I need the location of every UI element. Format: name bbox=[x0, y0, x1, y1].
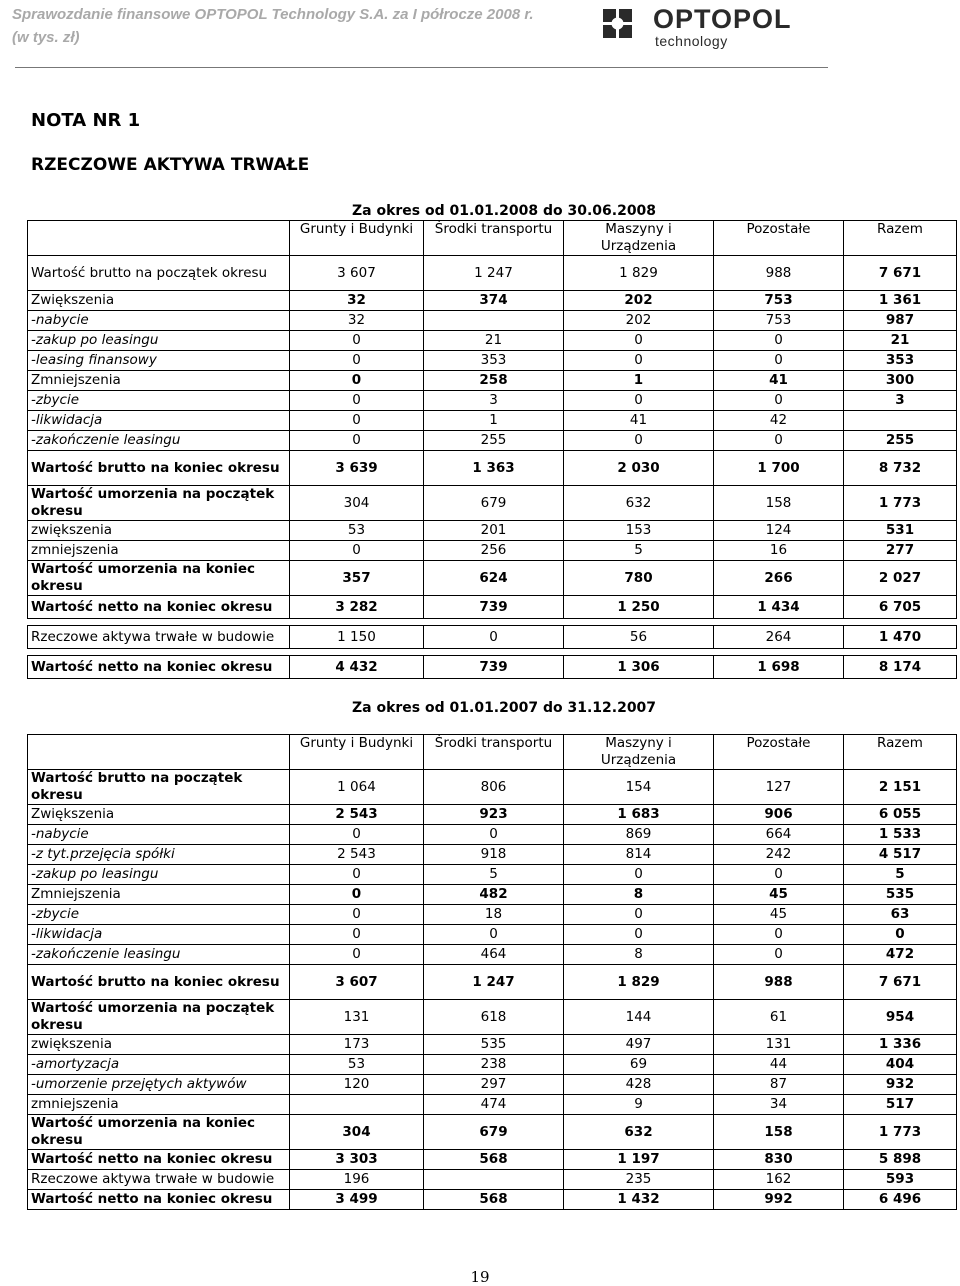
value-cell: 664 bbox=[714, 825, 844, 845]
value-cell: 1 bbox=[564, 371, 714, 391]
value-cell: 5 bbox=[424, 865, 564, 885]
logo-subtitle: technology bbox=[655, 33, 728, 49]
row-label: -zbycie bbox=[28, 391, 290, 411]
value-cell: 61 bbox=[714, 1000, 844, 1035]
row-label: -zakup po leasingu bbox=[28, 865, 290, 885]
value-cell: 988 bbox=[714, 965, 844, 1000]
logo-name: OPTOPOL bbox=[653, 4, 792, 34]
logo-mark-icon bbox=[601, 6, 647, 46]
table-row bbox=[28, 431, 957, 451]
value-cell: 0 bbox=[290, 331, 424, 351]
value-cell: 1 361 bbox=[844, 291, 957, 311]
value-cell: 3 bbox=[844, 391, 957, 411]
value-cell: 739 bbox=[424, 596, 564, 619]
value-cell: 679 bbox=[424, 486, 564, 521]
value-cell: 304 bbox=[290, 1115, 424, 1150]
value-cell: 6 055 bbox=[844, 805, 957, 825]
value-cell: 201 bbox=[424, 521, 564, 541]
value-cell: 2 151 bbox=[844, 770, 957, 805]
value-cell: 1 683 bbox=[564, 805, 714, 825]
table-row bbox=[28, 596, 957, 619]
value-cell: 739 bbox=[424, 656, 564, 679]
table-row bbox=[28, 1035, 957, 1055]
value-cell: 235 bbox=[564, 1170, 714, 1190]
value-cell: 353 bbox=[424, 351, 564, 371]
row-label: Zwiększenia bbox=[28, 805, 290, 825]
value-cell: 632 bbox=[564, 486, 714, 521]
value-cell: 53 bbox=[290, 521, 424, 541]
row-label: Wartość netto na koniec okresu bbox=[28, 1190, 290, 1210]
value-cell: 2 543 bbox=[290, 845, 424, 865]
value-cell: 5 bbox=[844, 865, 957, 885]
value-cell: 0 bbox=[424, 626, 564, 649]
value-cell: 932 bbox=[844, 1075, 957, 1095]
value-cell: 304 bbox=[290, 486, 424, 521]
value-cell: 568 bbox=[424, 1190, 564, 1210]
value-cell: 2 030 bbox=[564, 451, 714, 486]
row-label: Wartość umorzenia na koniec okresu bbox=[28, 1115, 290, 1150]
value-cell: 131 bbox=[290, 1000, 424, 1035]
value-cell: 1 700 bbox=[714, 451, 844, 486]
value-cell: 0 bbox=[290, 431, 424, 451]
table-header-row bbox=[28, 735, 957, 770]
value-cell: 0 bbox=[564, 865, 714, 885]
table-row bbox=[28, 1190, 957, 1210]
row-label: -zakończenie leasingu bbox=[28, 945, 290, 965]
value-cell: 266 bbox=[714, 561, 844, 596]
value-cell: 0 bbox=[564, 905, 714, 925]
value-cell: 8 bbox=[564, 945, 714, 965]
value-cell: 535 bbox=[844, 885, 957, 905]
table1-period: Za okres od 01.01.2008 do 30.06.2008 bbox=[352, 203, 657, 219]
value-cell: 127 bbox=[714, 770, 844, 805]
value-cell: 954 bbox=[844, 1000, 957, 1035]
value-cell: 300 bbox=[844, 371, 957, 391]
value-cell: 679 bbox=[424, 1115, 564, 1150]
value-cell: 923 bbox=[424, 805, 564, 825]
value-cell: 1 306 bbox=[564, 656, 714, 679]
value-cell: 154 bbox=[564, 770, 714, 805]
value-cell: 0 bbox=[424, 825, 564, 845]
report-title: Sprawozdanie finansowe OPTOPOL Technology S.A. za I półrocze 2008 r. bbox=[12, 6, 534, 23]
table-row bbox=[28, 626, 957, 649]
value-cell: 277 bbox=[844, 541, 957, 561]
value-cell: 992 bbox=[714, 1190, 844, 1210]
value-cell: 202 bbox=[564, 291, 714, 311]
value-cell: 632 bbox=[564, 1115, 714, 1150]
table-row bbox=[28, 845, 957, 865]
value-cell: 1 470 bbox=[844, 626, 957, 649]
value-cell: 0 bbox=[564, 351, 714, 371]
value-cell: 7 671 bbox=[844, 965, 957, 1000]
value-cell: 3 639 bbox=[290, 451, 424, 486]
value-cell: 0 bbox=[290, 391, 424, 411]
value-cell: 753 bbox=[714, 291, 844, 311]
value-cell: 45 bbox=[714, 885, 844, 905]
value-cell: 353 bbox=[844, 351, 957, 371]
column-header: Środki transportu bbox=[424, 735, 564, 770]
value-cell: 593 bbox=[844, 1170, 957, 1190]
header-corner bbox=[28, 735, 290, 770]
row-label: Rzeczowe aktywa trwałe w budowie bbox=[28, 626, 290, 649]
value-cell: 56 bbox=[564, 626, 714, 649]
row-label: Wartość brutto na początek okresu bbox=[28, 770, 290, 805]
row-label: -zakup po leasingu bbox=[28, 331, 290, 351]
row-label: Zwiększenia bbox=[28, 291, 290, 311]
row-label: zmniejszenia bbox=[28, 541, 290, 561]
value-cell: 535 bbox=[424, 1035, 564, 1055]
header-divider bbox=[15, 67, 828, 68]
value-cell bbox=[290, 1095, 424, 1115]
value-cell: 5 bbox=[564, 541, 714, 561]
optopol-logo bbox=[601, 6, 801, 50]
header-corner bbox=[28, 221, 290, 256]
value-cell: 918 bbox=[424, 845, 564, 865]
value-cell: 0 bbox=[714, 391, 844, 411]
spacer-cell bbox=[28, 619, 957, 626]
value-cell: 158 bbox=[714, 486, 844, 521]
value-cell: 0 bbox=[290, 541, 424, 561]
table-row bbox=[28, 1000, 957, 1035]
value-cell: 482 bbox=[424, 885, 564, 905]
value-cell: 242 bbox=[714, 845, 844, 865]
value-cell: 0 bbox=[290, 885, 424, 905]
table-row bbox=[28, 541, 957, 561]
value-cell: 8 bbox=[564, 885, 714, 905]
value-cell: 404 bbox=[844, 1055, 957, 1075]
value-cell: 0 bbox=[844, 925, 957, 945]
value-cell: 131 bbox=[714, 1035, 844, 1055]
value-cell: 0 bbox=[564, 391, 714, 411]
column-header: Grunty i Budynki bbox=[290, 221, 424, 256]
row-label: Wartość netto na koniec okresu bbox=[28, 596, 290, 619]
value-cell: 1 773 bbox=[844, 486, 957, 521]
column-header: Pozostałe bbox=[714, 221, 844, 256]
row-label: -likwidacja bbox=[28, 411, 290, 431]
value-cell: 255 bbox=[844, 431, 957, 451]
spacer-row bbox=[28, 649, 957, 656]
value-cell: 906 bbox=[714, 805, 844, 825]
row-label: -leasing finansowy bbox=[28, 351, 290, 371]
value-cell: 814 bbox=[564, 845, 714, 865]
value-cell bbox=[424, 311, 564, 331]
row-label: zwiększenia bbox=[28, 521, 290, 541]
row-label: zmniejszenia bbox=[28, 1095, 290, 1115]
value-cell: 2 027 bbox=[844, 561, 957, 596]
value-cell: 0 bbox=[714, 945, 844, 965]
table-row bbox=[28, 1095, 957, 1115]
value-cell: 497 bbox=[564, 1035, 714, 1055]
table-row bbox=[28, 965, 957, 1000]
value-cell: 1 064 bbox=[290, 770, 424, 805]
row-label: Wartość netto na koniec okresu bbox=[28, 1150, 290, 1170]
column-header: Maszyny i Urządzenia bbox=[564, 735, 714, 770]
column-header: Środki transportu bbox=[424, 221, 564, 256]
value-cell: 256 bbox=[424, 541, 564, 561]
table-row bbox=[28, 1075, 957, 1095]
table-row bbox=[28, 905, 957, 925]
row-label: Zmniejszenia bbox=[28, 371, 290, 391]
value-cell: 41 bbox=[714, 371, 844, 391]
value-cell: 8 732 bbox=[844, 451, 957, 486]
value-cell: 173 bbox=[290, 1035, 424, 1055]
value-cell: 1 150 bbox=[290, 626, 424, 649]
value-cell: 1 533 bbox=[844, 825, 957, 845]
value-cell: 1 247 bbox=[424, 965, 564, 1000]
value-cell: 0 bbox=[290, 905, 424, 925]
value-cell: 0 bbox=[714, 351, 844, 371]
value-cell: 7 671 bbox=[844, 256, 957, 291]
value-cell: 4 432 bbox=[290, 656, 424, 679]
value-cell: 1 250 bbox=[564, 596, 714, 619]
value-cell: 0 bbox=[290, 865, 424, 885]
value-cell: 3 bbox=[424, 391, 564, 411]
value-cell: 1 336 bbox=[844, 1035, 957, 1055]
table-row bbox=[28, 865, 957, 885]
value-cell: 6 705 bbox=[844, 596, 957, 619]
value-cell: 34 bbox=[714, 1095, 844, 1115]
nota-title: NOTA NR 1 bbox=[31, 110, 141, 131]
table-row bbox=[28, 1150, 957, 1170]
table-row bbox=[28, 945, 957, 965]
spacer-row bbox=[28, 619, 957, 626]
value-cell: 255 bbox=[424, 431, 564, 451]
table-row bbox=[28, 486, 957, 521]
column-header: Razem bbox=[844, 221, 957, 256]
value-cell: 0 bbox=[424, 925, 564, 945]
spacer-cell bbox=[28, 649, 957, 656]
value-cell: 45 bbox=[714, 905, 844, 925]
row-label: Wartość netto na koniec okresu bbox=[28, 656, 290, 679]
fixed-assets-table-2008 bbox=[27, 220, 957, 679]
value-cell: 1 829 bbox=[564, 965, 714, 1000]
value-cell: 472 bbox=[844, 945, 957, 965]
value-cell: 2 543 bbox=[290, 805, 424, 825]
table-row bbox=[28, 411, 957, 431]
table-row bbox=[28, 656, 957, 679]
value-cell: 0 bbox=[714, 865, 844, 885]
value-cell: 1 bbox=[424, 411, 564, 431]
row-label: -likwidacja bbox=[28, 925, 290, 945]
value-cell: 517 bbox=[844, 1095, 957, 1115]
value-cell: 196 bbox=[290, 1170, 424, 1190]
value-cell: 568 bbox=[424, 1150, 564, 1170]
value-cell: 0 bbox=[714, 925, 844, 945]
row-label: zwiększenia bbox=[28, 1035, 290, 1055]
row-label: -umorzenie przejętych aktywów bbox=[28, 1075, 290, 1095]
value-cell bbox=[424, 1170, 564, 1190]
value-cell: 0 bbox=[290, 925, 424, 945]
table-row bbox=[28, 451, 957, 486]
value-cell: 0 bbox=[564, 431, 714, 451]
value-cell: 202 bbox=[564, 311, 714, 331]
value-cell: 1 432 bbox=[564, 1190, 714, 1210]
value-cell: 806 bbox=[424, 770, 564, 805]
value-cell: 0 bbox=[564, 331, 714, 351]
value-cell: 374 bbox=[424, 291, 564, 311]
page-number: 19 bbox=[470, 1268, 490, 1286]
table-row bbox=[28, 521, 957, 541]
value-cell: 1 698 bbox=[714, 656, 844, 679]
row-label: Wartość umorzenia na początek okresu bbox=[28, 1000, 290, 1035]
value-cell: 1 829 bbox=[564, 256, 714, 291]
value-cell: 1 773 bbox=[844, 1115, 957, 1150]
value-cell: 3 499 bbox=[290, 1190, 424, 1210]
value-cell: 41 bbox=[564, 411, 714, 431]
value-cell: 0 bbox=[290, 411, 424, 431]
value-cell: 1 247 bbox=[424, 256, 564, 291]
value-cell: 0 bbox=[290, 351, 424, 371]
value-cell: 474 bbox=[424, 1095, 564, 1115]
value-cell: 9 bbox=[564, 1095, 714, 1115]
value-cell: 988 bbox=[714, 256, 844, 291]
table-row bbox=[28, 1170, 957, 1190]
value-cell: 464 bbox=[424, 945, 564, 965]
value-cell: 3 607 bbox=[290, 256, 424, 291]
table-row bbox=[28, 770, 957, 805]
value-cell: 69 bbox=[564, 1055, 714, 1075]
value-cell: 44 bbox=[714, 1055, 844, 1075]
table-row bbox=[28, 351, 957, 371]
value-cell: 53 bbox=[290, 1055, 424, 1075]
value-cell: 830 bbox=[714, 1150, 844, 1170]
value-cell: 6 496 bbox=[844, 1190, 957, 1210]
table-header-row bbox=[28, 221, 957, 256]
column-header: Maszyny i Urządzenia bbox=[564, 221, 714, 256]
value-cell: 8 174 bbox=[844, 656, 957, 679]
table-row bbox=[28, 291, 957, 311]
row-label: -amortyzacja bbox=[28, 1055, 290, 1075]
table-row bbox=[28, 561, 957, 596]
value-cell: 158 bbox=[714, 1115, 844, 1150]
value-cell: 1 363 bbox=[424, 451, 564, 486]
value-cell bbox=[844, 411, 957, 431]
report-unit: (w tys. zł) bbox=[12, 29, 80, 46]
value-cell: 32 bbox=[290, 291, 424, 311]
value-cell: 0 bbox=[714, 431, 844, 451]
report-header bbox=[12, 3, 534, 49]
value-cell: 987 bbox=[844, 311, 957, 331]
table-row bbox=[28, 331, 957, 351]
row-label: -zbycie bbox=[28, 905, 290, 925]
value-cell: 0 bbox=[714, 331, 844, 351]
value-cell: 258 bbox=[424, 371, 564, 391]
row-label: -nabycie bbox=[28, 825, 290, 845]
column-header: Razem bbox=[844, 735, 957, 770]
value-cell: 780 bbox=[564, 561, 714, 596]
value-cell: 144 bbox=[564, 1000, 714, 1035]
table-row bbox=[28, 391, 957, 411]
value-cell: 869 bbox=[564, 825, 714, 845]
table-row bbox=[28, 311, 957, 331]
section-title: RZECZOWE AKTYWA TRWAŁE bbox=[31, 155, 310, 175]
value-cell: 357 bbox=[290, 561, 424, 596]
value-cell: 153 bbox=[564, 521, 714, 541]
table-row bbox=[28, 805, 957, 825]
value-cell: 428 bbox=[564, 1075, 714, 1095]
value-cell: 87 bbox=[714, 1075, 844, 1095]
row-label: Wartość brutto na początek okresu bbox=[28, 256, 290, 291]
value-cell: 297 bbox=[424, 1075, 564, 1095]
value-cell: 531 bbox=[844, 521, 957, 541]
value-cell: 238 bbox=[424, 1055, 564, 1075]
value-cell: 42 bbox=[714, 411, 844, 431]
value-cell: 16 bbox=[714, 541, 844, 561]
value-cell: 264 bbox=[714, 626, 844, 649]
column-header: Grunty i Budynki bbox=[290, 735, 424, 770]
row-label: -zakończenie leasingu bbox=[28, 431, 290, 451]
fixed-assets-table-2007 bbox=[27, 734, 957, 1210]
value-cell: 0 bbox=[290, 825, 424, 845]
value-cell: 5 898 bbox=[844, 1150, 957, 1170]
value-cell: 4 517 bbox=[844, 845, 957, 865]
value-cell: 32 bbox=[290, 311, 424, 331]
row-label: Wartość umorzenia na początek okresu bbox=[28, 486, 290, 521]
value-cell: 21 bbox=[424, 331, 564, 351]
value-cell: 0 bbox=[290, 371, 424, 391]
value-cell: 124 bbox=[714, 521, 844, 541]
value-cell: 618 bbox=[424, 1000, 564, 1035]
value-cell: 753 bbox=[714, 311, 844, 331]
value-cell: 120 bbox=[290, 1075, 424, 1095]
value-cell: 18 bbox=[424, 905, 564, 925]
row-label: -z tyt.przejęcia spółki bbox=[28, 845, 290, 865]
table-row bbox=[28, 256, 957, 291]
row-label: -nabycie bbox=[28, 311, 290, 331]
table-row bbox=[28, 825, 957, 845]
value-cell: 63 bbox=[844, 905, 957, 925]
value-cell: 3 607 bbox=[290, 965, 424, 1000]
row-label: Zmniejszenia bbox=[28, 885, 290, 905]
row-label: Wartość brutto na koniec okresu bbox=[28, 451, 290, 486]
table-row bbox=[28, 885, 957, 905]
table-row bbox=[28, 925, 957, 945]
row-label: Wartość brutto na koniec okresu bbox=[28, 965, 290, 1000]
row-label: Wartość umorzenia na koniec okresu bbox=[28, 561, 290, 596]
value-cell: 3 282 bbox=[290, 596, 424, 619]
value-cell: 1 434 bbox=[714, 596, 844, 619]
row-label: Rzeczowe aktywa trwałe w budowie bbox=[28, 1170, 290, 1190]
value-cell: 21 bbox=[844, 331, 957, 351]
value-cell: 0 bbox=[564, 925, 714, 945]
table2-period: Za okres od 01.01.2007 do 31.12.2007 bbox=[352, 700, 657, 716]
table-row bbox=[28, 1115, 957, 1150]
value-cell: 0 bbox=[290, 945, 424, 965]
table-row bbox=[28, 371, 957, 391]
value-cell: 3 303 bbox=[290, 1150, 424, 1170]
value-cell: 624 bbox=[424, 561, 564, 596]
column-header: Pozostałe bbox=[714, 735, 844, 770]
value-cell: 1 197 bbox=[564, 1150, 714, 1170]
value-cell: 162 bbox=[714, 1170, 844, 1190]
table-row bbox=[28, 1055, 957, 1075]
